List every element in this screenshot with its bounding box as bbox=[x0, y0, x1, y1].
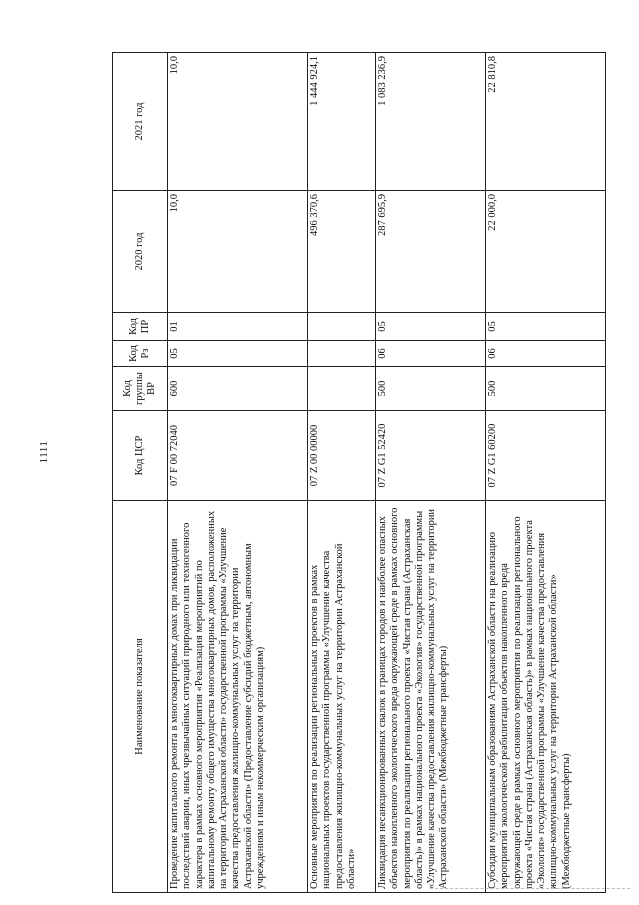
table-row bbox=[486, 53, 606, 893]
table-row bbox=[376, 53, 486, 893]
row-name: Ликвидация несанкционированных свалок в границах городов и наиболее опасных объектов накопленного экологического вреда окружающей среде в рамках основного мероприятия по реализации регионального проекта «Чистая страна (Астраханская область)» в рамках национального проекта «Экология» государственной программы «Улучшение качества предоставления жилищно-коммунальных услуг на территории Астраханской области» (Межбюджетные трансферты) bbox=[376, 501, 486, 893]
row-name: Основные мероприятия по реализации региональных проектов в рамках национальных проектов государственной программы «Улучшение качества предоставления жилищно-коммунальных услуг на территории Астраханской области» bbox=[308, 501, 376, 893]
row-pr: 05 bbox=[376, 313, 486, 341]
row-2021: 1 083 236,9 bbox=[376, 53, 486, 191]
table-header-row bbox=[113, 53, 168, 893]
row-rz: 05 bbox=[168, 341, 308, 367]
row-pr: 05 bbox=[486, 313, 606, 341]
row-2021: 22 810,8 bbox=[486, 53, 606, 191]
row-csr: 07 Z G1 60200 bbox=[486, 411, 606, 501]
header-rz: Код Рз bbox=[113, 341, 168, 367]
table-row bbox=[168, 53, 308, 893]
scan-artifact-line bbox=[430, 888, 630, 889]
header-2021: 2021 год bbox=[113, 53, 168, 191]
row-rz bbox=[308, 341, 376, 367]
header-name: Наименование показателя bbox=[113, 501, 168, 893]
row-csr: 07 Z G1 52420 bbox=[376, 411, 486, 501]
row-pr bbox=[308, 313, 376, 341]
row-2020: 287 695,9 bbox=[376, 191, 486, 313]
row-rz: 06 bbox=[486, 341, 606, 367]
row-name: Субсидии муниципальным образованиям Астраханской области на реализацию мероприятий экологической реабилитации объектов накопленного вреда окружающей среде в рамках основного мероприятия по реализации регионального проекта «Чистая страна (Астраханская область)» в рамках национального проекта «Экология» государственной программы «Улучшение качества предоставления жилищно-коммунальных услуг на территории Астраханской области» (Межбюджетные трансферты) bbox=[486, 501, 606, 893]
row-csr: 07 F 00 72040 bbox=[168, 411, 308, 501]
row-csr: 07 Z 00 00000 bbox=[308, 411, 376, 501]
row-vr: 500 bbox=[486, 367, 606, 411]
row-2021: 10,0 bbox=[168, 53, 308, 191]
header-vr: Код группы ВР bbox=[113, 367, 168, 411]
row-vr bbox=[308, 367, 376, 411]
row-rz: 06 bbox=[376, 341, 486, 367]
row-2020: 496 370,6 bbox=[308, 191, 376, 313]
row-2020: 22 000,0 bbox=[486, 191, 606, 313]
table-row bbox=[308, 53, 376, 893]
budget-table bbox=[112, 52, 606, 893]
header-csr: Код ЦСР bbox=[113, 411, 168, 501]
rotated-table-container bbox=[112, 53, 602, 893]
row-vr: 500 bbox=[376, 367, 486, 411]
row-2020: 10,0 bbox=[168, 191, 308, 313]
row-2021: 1 444 924,1 bbox=[308, 53, 376, 191]
row-pr: 01 bbox=[168, 313, 308, 341]
row-name: Проведение капитального ремонта в многоквартирных домах при ликвидации последствий аварии, иных чрезвычайных ситуаций природного или техногенного характера в рамках основного мероприятия «Реализация мероприятий по капитальному ремонту общего имущества многоквартирных домов, расположенных на территории Астраханской области» государственной программы «Улучшение качества предоставления жилищно-коммунальных услуг на территории Астраханской области» (Предоставление субсидий бюджетным, автономным учреждениям и иным некоммерческим организациям) bbox=[168, 501, 308, 893]
row-vr: 600 bbox=[168, 367, 308, 411]
header-pr: Код ПР bbox=[113, 313, 168, 341]
page-number: 1111 bbox=[38, 440, 50, 464]
header-2020: 2020 год bbox=[113, 191, 168, 313]
